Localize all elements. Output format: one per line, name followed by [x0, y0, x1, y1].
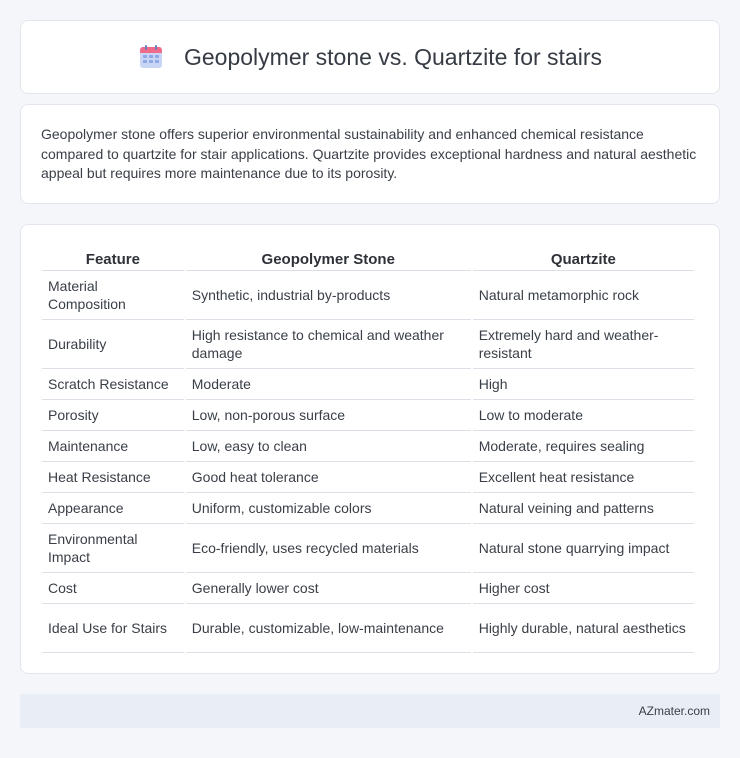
quartzite-cell: Extremely hard and weather-resistant [473, 320, 694, 369]
comparison-table [40, 245, 696, 653]
feature-cell: Cost [42, 573, 184, 604]
table-row [42, 400, 694, 431]
quartzite-cell: Low to moderate [473, 400, 694, 431]
geopolymer-cell: Uniform, customizable colors [186, 493, 471, 524]
quartzite-cell: Moderate, requires sealing [473, 431, 694, 462]
quartzite-cell: Excellent heat resistance [473, 462, 694, 493]
table-row [42, 573, 694, 604]
feature-cell: Appearance [42, 493, 184, 524]
quartzite-cell: Higher cost [473, 573, 694, 604]
table-row [42, 320, 694, 369]
geopolymer-cell: High resistance to chemical and weather damage [186, 320, 471, 369]
header-feature: Feature [42, 245, 184, 271]
quartzite-cell: High [473, 369, 694, 400]
page-title: Geopolymer stone vs. Quartzite for stairs [184, 43, 602, 70]
header-quartzite: Quartzite [473, 245, 694, 271]
table-row [42, 604, 694, 653]
table-row [42, 369, 694, 400]
table-row [42, 271, 694, 320]
table-header-row [42, 245, 694, 271]
feature-cell: Heat Resistance [42, 462, 184, 493]
feature-cell: Porosity [42, 400, 184, 431]
table-row [42, 524, 694, 573]
header-geopolymer-stone: Geopolymer Stone [186, 245, 471, 271]
geopolymer-cell: Eco-friendly, uses recycled materials [186, 524, 471, 573]
footer-brand-link[interactable]: AZmater.com [638, 704, 710, 718]
geopolymer-cell: Moderate [186, 369, 471, 400]
quartzite-cell: Natural veining and patterns [473, 493, 694, 524]
table-row [42, 431, 694, 462]
quartzite-cell: Natural metamorphic rock [473, 271, 694, 320]
intro-card [20, 104, 720, 204]
geopolymer-cell: Good heat tolerance [186, 462, 471, 493]
title-card [20, 20, 720, 94]
intro-text: Geopolymer stone offers superior environmental sustainability and enhanced chemical resistance compared to quartzite for stair applications. Quartzite provides exceptional hardness and natural aesthetic appeal but requires more maintenance due to its porosity. [41, 126, 697, 181]
calendar-icon [138, 44, 164, 70]
geopolymer-cell: Low, non-porous surface [186, 400, 471, 431]
table-row [42, 493, 694, 524]
quartzite-cell: Highly durable, natural aesthetics [473, 604, 694, 653]
geopolymer-cell: Durable, customizable, low-maintenance [186, 604, 471, 653]
comparison-table-card [20, 224, 720, 674]
quartzite-cell: Natural stone quarrying impact [473, 524, 694, 573]
feature-cell: Scratch Resistance [42, 369, 184, 400]
geopolymer-cell: Synthetic, industrial by-products [186, 271, 471, 320]
feature-cell: Environmental Impact [42, 524, 184, 573]
feature-cell: Material Composition [42, 271, 184, 320]
geopolymer-cell: Generally lower cost [186, 573, 471, 604]
feature-cell: Ideal Use for Stairs [42, 604, 184, 653]
table-row [42, 462, 694, 493]
feature-cell: Maintenance [42, 431, 184, 462]
geopolymer-cell: Low, easy to clean [186, 431, 471, 462]
feature-cell: Durability [42, 320, 184, 369]
footer [20, 694, 720, 728]
